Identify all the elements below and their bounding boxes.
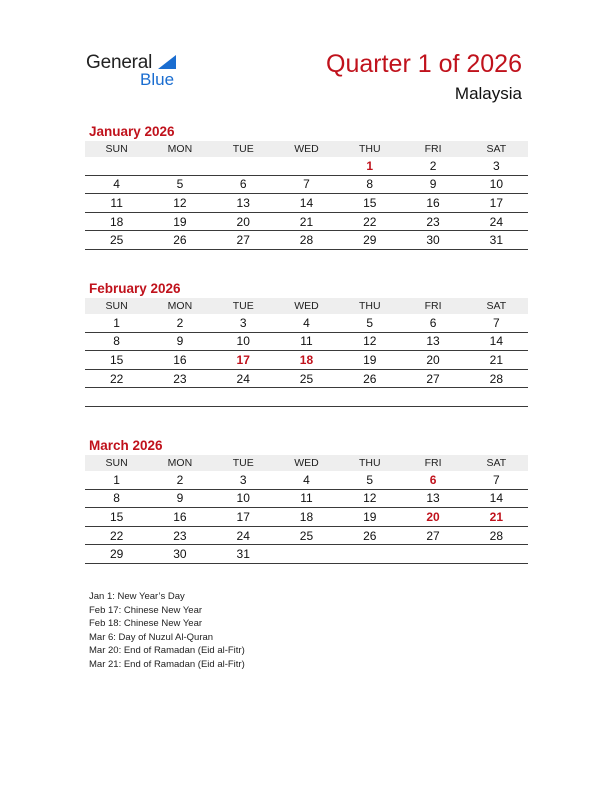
day-cell: 23 <box>401 212 464 231</box>
day-cell: 25 <box>85 231 148 250</box>
day-cell: 16 <box>148 351 211 370</box>
day-cell <box>85 388 148 407</box>
day-cell: 24 <box>212 369 275 388</box>
month-title: March 2026 <box>89 438 163 453</box>
logo-triangle-icon <box>158 55 176 69</box>
holiday-day-cell: 6 <box>401 471 464 489</box>
day-cell: 22 <box>85 526 148 545</box>
day-cell: 12 <box>338 489 401 508</box>
day-cell: 16 <box>401 194 464 213</box>
day-cell: 27 <box>401 369 464 388</box>
weekday-label: THU <box>338 455 401 471</box>
day-cell: 24 <box>465 212 528 231</box>
day-cell: 6 <box>212 175 275 194</box>
weekday-header-row <box>85 298 528 314</box>
day-cell: 22 <box>338 212 401 231</box>
day-cell: 10 <box>465 175 528 194</box>
holiday-note: Feb 17: Chinese New Year <box>89 604 203 616</box>
holiday-day-cell: 1 <box>338 157 401 175</box>
day-cell: 6 <box>401 314 464 332</box>
logo-text-blue: Blue <box>140 70 175 89</box>
day-cell <box>275 545 338 564</box>
day-cell: 8 <box>338 175 401 194</box>
day-cell: 18 <box>85 212 148 231</box>
day-cell <box>275 388 338 407</box>
month-calendar-grid <box>85 298 528 407</box>
holiday-note: Mar 20: End of Ramadan (Eid al-Fitr) <box>89 645 245 657</box>
holiday-note: Feb 18: Chinese New Year <box>89 618 203 630</box>
weekday-label: TUE <box>212 298 275 314</box>
day-cell: 4 <box>275 314 338 332</box>
page-title: Quarter 1 of 2026 <box>326 50 522 78</box>
weekday-header-row <box>85 141 528 157</box>
holiday-day-cell: 20 <box>401 508 464 527</box>
day-cell: 12 <box>338 332 401 351</box>
day-cell: 30 <box>401 231 464 250</box>
day-cell: 3 <box>465 157 528 175</box>
day-cell: 17 <box>212 508 275 527</box>
day-cell: 27 <box>212 231 275 250</box>
day-cell: 9 <box>148 332 211 351</box>
day-cell: 16 <box>148 508 211 527</box>
month-calendar-grid <box>85 455 528 564</box>
day-cell: 18 <box>275 508 338 527</box>
day-cell: 11 <box>275 489 338 508</box>
holiday-note: Mar 6: Day of Nuzul Al-Quran <box>89 631 214 643</box>
day-cell: 29 <box>338 231 401 250</box>
day-cell: 2 <box>401 157 464 175</box>
day-cell: 15 <box>85 508 148 527</box>
weekday-label: FRI <box>401 455 464 471</box>
week-row <box>85 314 528 332</box>
day-cell <box>465 388 528 407</box>
day-cell: 9 <box>148 489 211 508</box>
day-cell: 3 <box>212 471 275 489</box>
day-cell: 3 <box>212 314 275 332</box>
day-cell: 24 <box>212 526 275 545</box>
day-cell <box>401 545 464 564</box>
month-title: January 2026 <box>89 124 175 139</box>
week-row <box>85 194 528 213</box>
week-row <box>85 489 528 508</box>
week-row <box>85 545 528 564</box>
day-cell <box>212 157 275 175</box>
day-cell: 5 <box>148 175 211 194</box>
month-block <box>85 437 528 564</box>
day-cell: 11 <box>275 332 338 351</box>
day-cell: 4 <box>275 471 338 489</box>
day-cell: 28 <box>465 526 528 545</box>
weekday-label: SAT <box>465 298 528 314</box>
day-cell: 10 <box>212 489 275 508</box>
day-cell: 7 <box>465 471 528 489</box>
weekday-label: SAT <box>465 141 528 157</box>
day-cell: 28 <box>275 231 338 250</box>
week-row <box>85 175 528 194</box>
day-cell: 23 <box>148 369 211 388</box>
day-cell: 5 <box>338 314 401 332</box>
day-cell: 7 <box>465 314 528 332</box>
weekday-label: SUN <box>85 455 148 471</box>
day-cell: 21 <box>465 351 528 370</box>
week-row <box>85 508 528 527</box>
holiday-day-cell: 21 <box>465 508 528 527</box>
day-cell: 14 <box>465 332 528 351</box>
day-cell <box>148 157 211 175</box>
weekday-label: TUE <box>212 455 275 471</box>
holiday-notes <box>89 590 245 672</box>
month-block <box>85 123 528 250</box>
day-cell: 31 <box>465 231 528 250</box>
week-row <box>85 351 528 370</box>
month-calendar-grid <box>85 141 528 250</box>
day-cell: 26 <box>338 369 401 388</box>
day-cell <box>338 388 401 407</box>
day-cell: 15 <box>338 194 401 213</box>
holiday-day-cell: 18 <box>275 351 338 370</box>
day-cell: 25 <box>275 526 338 545</box>
day-cell: 30 <box>148 545 211 564</box>
day-cell <box>85 157 148 175</box>
week-row <box>85 332 528 351</box>
day-cell: 13 <box>401 332 464 351</box>
weekday-label: FRI <box>401 141 464 157</box>
weekday-label: MON <box>148 298 211 314</box>
day-cell: 25 <box>275 369 338 388</box>
day-cell <box>212 388 275 407</box>
week-row <box>85 471 528 489</box>
day-cell <box>401 388 464 407</box>
week-row <box>85 526 528 545</box>
week-row <box>85 212 528 231</box>
day-cell: 13 <box>212 194 275 213</box>
weekday-label: SUN <box>85 298 148 314</box>
weekday-label: SUN <box>85 141 148 157</box>
day-cell: 28 <box>465 369 528 388</box>
day-cell: 26 <box>338 526 401 545</box>
weekday-label: MON <box>148 141 211 157</box>
weekday-header-row <box>85 455 528 471</box>
holiday-day-cell: 17 <box>212 351 275 370</box>
day-cell <box>275 157 338 175</box>
weekday-label: THU <box>338 298 401 314</box>
weekday-label: WED <box>275 298 338 314</box>
day-cell: 26 <box>148 231 211 250</box>
day-cell: 4 <box>85 175 148 194</box>
day-cell: 13 <box>401 489 464 508</box>
day-cell: 2 <box>148 471 211 489</box>
weekday-label: SAT <box>465 455 528 471</box>
day-cell: 8 <box>85 489 148 508</box>
day-cell: 2 <box>148 314 211 332</box>
day-cell: 15 <box>85 351 148 370</box>
weekday-label: WED <box>275 141 338 157</box>
week-row <box>85 369 528 388</box>
day-cell: 10 <box>212 332 275 351</box>
day-cell: 19 <box>148 212 211 231</box>
day-cell: 11 <box>85 194 148 213</box>
day-cell: 12 <box>148 194 211 213</box>
day-cell: 29 <box>85 545 148 564</box>
day-cell: 9 <box>401 175 464 194</box>
month-title: February 2026 <box>89 281 181 296</box>
month-block <box>85 280 528 407</box>
holiday-note: Jan 1: New Year’s Day <box>89 591 185 602</box>
holiday-note: Mar 21: End of Ramadan (Eid al-Fitr) <box>89 658 245 670</box>
day-cell: 19 <box>338 351 401 370</box>
day-cell: 14 <box>465 489 528 508</box>
day-cell: 31 <box>212 545 275 564</box>
day-cell: 14 <box>275 194 338 213</box>
day-cell: 27 <box>401 526 464 545</box>
day-cell: 5 <box>338 471 401 489</box>
day-cell: 21 <box>275 212 338 231</box>
day-cell: 1 <box>85 314 148 332</box>
weekday-label: TUE <box>212 141 275 157</box>
day-cell <box>148 388 211 407</box>
weekday-label: WED <box>275 455 338 471</box>
day-cell: 1 <box>85 471 148 489</box>
country-name: Malaysia <box>454 84 522 103</box>
weekday-label: THU <box>338 141 401 157</box>
day-cell: 20 <box>401 351 464 370</box>
day-cell: 8 <box>85 332 148 351</box>
day-cell: 7 <box>275 175 338 194</box>
day-cell: 17 <box>465 194 528 213</box>
weekday-label: FRI <box>401 298 464 314</box>
week-row <box>85 157 528 175</box>
weekday-label: MON <box>148 455 211 471</box>
logo-text-general: General <box>86 52 153 73</box>
day-cell: 23 <box>148 526 211 545</box>
day-cell: 19 <box>338 508 401 527</box>
day-cell: 22 <box>85 369 148 388</box>
week-row <box>85 231 528 250</box>
day-cell <box>465 545 528 564</box>
day-cell: 20 <box>212 212 275 231</box>
generalblue-logo <box>86 52 196 92</box>
day-cell <box>338 545 401 564</box>
week-row <box>85 388 528 407</box>
